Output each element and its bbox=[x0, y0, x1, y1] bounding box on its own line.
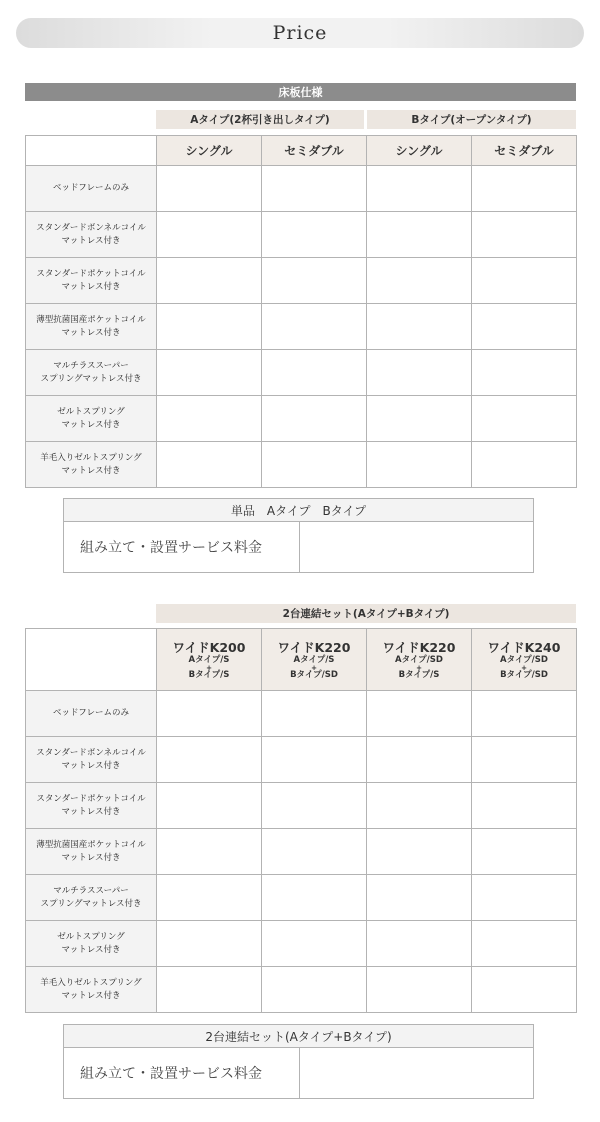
price-cell bbox=[157, 258, 262, 304]
price-cell bbox=[367, 166, 472, 212]
assembly-service-box-set bbox=[63, 1024, 534, 1099]
table-row bbox=[26, 967, 577, 1013]
price-cell bbox=[472, 166, 577, 212]
service-price-cell bbox=[300, 1048, 533, 1098]
price-cell bbox=[157, 829, 262, 875]
table-row bbox=[26, 737, 577, 783]
price-cell bbox=[262, 258, 367, 304]
price-cell bbox=[157, 212, 262, 258]
price-cell bbox=[262, 442, 367, 488]
assembly-service-box-single bbox=[63, 498, 534, 573]
price-cell bbox=[367, 304, 472, 350]
price-cell bbox=[262, 783, 367, 829]
table-row bbox=[26, 212, 577, 258]
price-cell bbox=[262, 396, 367, 442]
price-cell bbox=[472, 921, 577, 967]
service-price-cell bbox=[300, 522, 533, 572]
row-label: マルチラススーパー スプリングマットレス付き bbox=[26, 350, 157, 396]
col-header-wide-k200: ワイドK200 Aタイプ/S + Bタイプ/S bbox=[157, 629, 262, 691]
row-label: ゼルトスプリング マットレス付き bbox=[26, 921, 157, 967]
type-a-header: Aタイプ(2杯引き出しタイプ) bbox=[156, 110, 364, 129]
price-cell bbox=[157, 350, 262, 396]
price-cell bbox=[367, 691, 472, 737]
price-cell bbox=[472, 691, 577, 737]
col-header-wide-k240: ワイドK240 Aタイプ/SD + Bタイプ/SD bbox=[472, 629, 577, 691]
price-cell bbox=[472, 783, 577, 829]
service-label: 組み立て・設置サービス料金 bbox=[64, 1048, 300, 1098]
price-cell bbox=[367, 396, 472, 442]
service-header: 単品 Aタイプ Bタイプ bbox=[64, 499, 533, 522]
service-label: 組み立て・設置サービス料金 bbox=[64, 522, 300, 572]
price-cell bbox=[472, 350, 577, 396]
price-cell bbox=[367, 442, 472, 488]
table-row bbox=[26, 304, 577, 350]
row-label: スタンダードポケットコイル マットレス付き bbox=[26, 258, 157, 304]
price-cell bbox=[472, 258, 577, 304]
price-table-single bbox=[25, 135, 577, 488]
table-corner bbox=[26, 629, 157, 691]
table-row bbox=[26, 442, 577, 488]
row-label: ゼルトスプリング マットレス付き bbox=[26, 396, 157, 442]
price-cell bbox=[262, 691, 367, 737]
price-cell bbox=[367, 967, 472, 1013]
row-label: 薄型抗菌国産ポケットコイル マットレス付き bbox=[26, 304, 157, 350]
price-cell bbox=[367, 783, 472, 829]
price-cell bbox=[157, 166, 262, 212]
price-cell bbox=[367, 737, 472, 783]
row-label: スタンダードポケットコイル マットレス付き bbox=[26, 783, 157, 829]
row-label: ベッドフレームのみ bbox=[26, 691, 157, 737]
price-table-set bbox=[25, 628, 577, 1013]
price-cell bbox=[157, 304, 262, 350]
type-b-header: Bタイプ(オープンタイプ) bbox=[367, 110, 576, 129]
table-corner bbox=[26, 136, 157, 166]
row-label: スタンダードボンネルコイル マットレス付き bbox=[26, 737, 157, 783]
price-cell bbox=[367, 258, 472, 304]
row-label: ベッドフレームのみ bbox=[26, 166, 157, 212]
table-row bbox=[26, 166, 577, 212]
price-cell bbox=[262, 875, 367, 921]
price-cell bbox=[262, 737, 367, 783]
row-label: 羊毛入りゼルトスプリング マットレス付き bbox=[26, 967, 157, 1013]
page-title: Price bbox=[272, 22, 328, 44]
table-row bbox=[26, 258, 577, 304]
price-cell bbox=[157, 691, 262, 737]
price-cell bbox=[472, 967, 577, 1013]
price-cell bbox=[262, 212, 367, 258]
price-cell bbox=[157, 967, 262, 1013]
table-row bbox=[26, 350, 577, 396]
table-row bbox=[26, 396, 577, 442]
price-cell bbox=[262, 921, 367, 967]
table-row bbox=[26, 691, 577, 737]
price-cell bbox=[367, 212, 472, 258]
price-cell bbox=[367, 921, 472, 967]
row-label: マルチラススーパー スプリングマットレス付き bbox=[26, 875, 157, 921]
price-cell bbox=[262, 829, 367, 875]
price-cell bbox=[367, 350, 472, 396]
col-header: セミダブル bbox=[262, 136, 367, 166]
price-cell bbox=[262, 166, 367, 212]
price-cell bbox=[157, 921, 262, 967]
col-header: シングル bbox=[367, 136, 472, 166]
col-header: セミダブル bbox=[472, 136, 577, 166]
col-header-wide-k220-b: ワイドK220 Aタイプ/SD + Bタイプ/S bbox=[367, 629, 472, 691]
price-cell bbox=[157, 442, 262, 488]
price-cell bbox=[157, 875, 262, 921]
table-row bbox=[26, 875, 577, 921]
price-cell bbox=[472, 737, 577, 783]
price-cell bbox=[472, 304, 577, 350]
price-cell bbox=[262, 967, 367, 1013]
service-header: 2台連結セット(Aタイプ+Bタイプ) bbox=[64, 1025, 533, 1048]
price-cell bbox=[157, 783, 262, 829]
price-cell bbox=[367, 829, 472, 875]
table-row bbox=[26, 783, 577, 829]
floorboard-spec-bar: 床板仕様 bbox=[25, 83, 576, 101]
set-header: 2台連結セット(Aタイプ+Bタイプ) bbox=[156, 604, 576, 623]
table-row bbox=[26, 921, 577, 967]
price-cell bbox=[367, 875, 472, 921]
price-cell bbox=[157, 396, 262, 442]
price-cell bbox=[472, 829, 577, 875]
table-row bbox=[26, 829, 577, 875]
col-header: シングル bbox=[157, 136, 262, 166]
col-header-wide-k220: ワイドK220 Aタイプ/S + Bタイプ/SD bbox=[262, 629, 367, 691]
price-cell bbox=[262, 304, 367, 350]
price-cell bbox=[472, 442, 577, 488]
price-cell bbox=[157, 737, 262, 783]
price-cell bbox=[472, 396, 577, 442]
row-label: 薄型抗菌国産ポケットコイル マットレス付き bbox=[26, 829, 157, 875]
row-label: 羊毛入りゼルトスプリング マットレス付き bbox=[26, 442, 157, 488]
row-label: スタンダードボンネルコイル マットレス付き bbox=[26, 212, 157, 258]
price-cell bbox=[472, 875, 577, 921]
price-cell bbox=[262, 350, 367, 396]
price-header bbox=[16, 18, 584, 48]
price-cell bbox=[472, 212, 577, 258]
